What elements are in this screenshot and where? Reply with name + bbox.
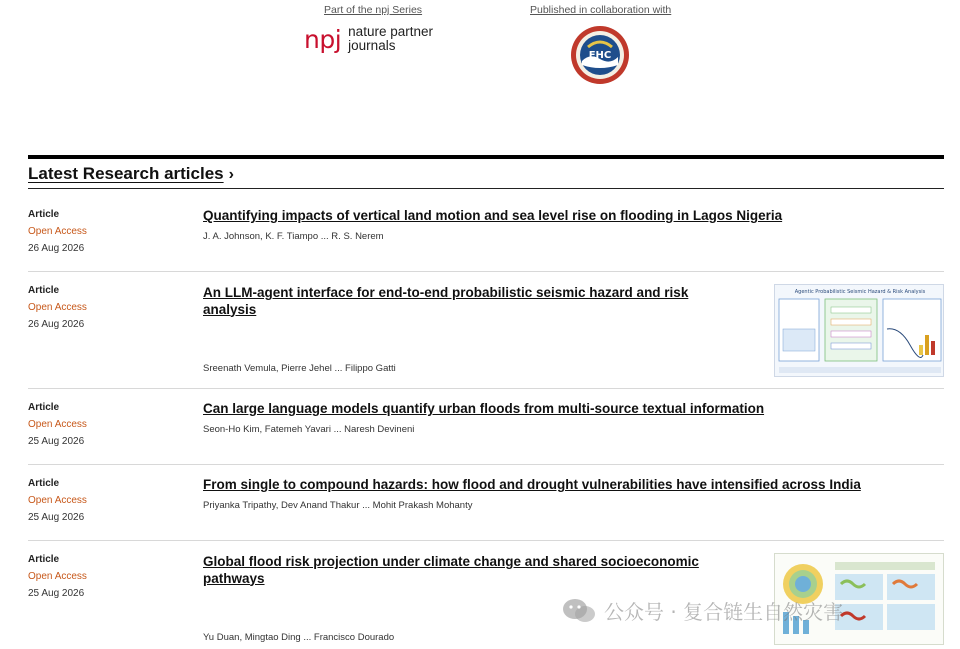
article-title-line1: An LLM-agent interface for end-to-end probabilistic seismic hazard and risk bbox=[203, 285, 689, 300]
open-access-label: Open Access bbox=[28, 495, 87, 506]
article-meta bbox=[28, 475, 188, 526]
society-seal-logo[interactable] bbox=[570, 25, 630, 85]
article-meta bbox=[28, 206, 188, 257]
article-authors: Priyanka Tripathy, Dev Anand Thakur ... Mohit Prakash Mohanty bbox=[203, 500, 473, 511]
article-date: 26 Aug 2026 bbox=[28, 319, 85, 330]
article-authors: J. A. Johnson, K. F. Tiampo ... R. S. Nerem bbox=[203, 231, 384, 242]
seal-label: EHC bbox=[588, 50, 612, 61]
npj-logo-line1: nature partner bbox=[348, 24, 433, 39]
latest-research-heading-link[interactable] bbox=[28, 164, 234, 184]
watermark-overlay bbox=[562, 596, 843, 625]
npj-logo-line2: journals bbox=[348, 38, 396, 53]
article-title-link[interactable] bbox=[203, 554, 699, 587]
open-access-label: Open Access bbox=[28, 571, 87, 582]
open-access-label: Open Access bbox=[28, 226, 87, 237]
article-type: Article bbox=[28, 402, 60, 413]
article-meta bbox=[28, 551, 188, 602]
wechat-icon bbox=[562, 597, 596, 625]
article-item bbox=[28, 399, 944, 465]
npj-series-link[interactable]: Part of the npj Series bbox=[324, 4, 423, 16]
article-meta bbox=[28, 399, 188, 450]
article-title-line1: Global flood risk projection under climate change and shared socioeconomic bbox=[203, 554, 699, 569]
article-item bbox=[28, 282, 944, 389]
npj-logo-text bbox=[348, 25, 433, 53]
article-title-line2: pathways bbox=[203, 570, 265, 586]
article-date: 25 Aug 2026 bbox=[28, 512, 85, 523]
partners-header bbox=[0, 0, 960, 100]
section-title: Latest Research articles bbox=[28, 164, 224, 183]
article-item bbox=[28, 206, 944, 272]
thumbnail-caption: Agentic Probabilistic Seismic Hazard & Risk Analysis bbox=[794, 289, 926, 295]
article-title-line2: analysis bbox=[203, 301, 257, 317]
section-bottom-rule bbox=[28, 188, 944, 189]
npj-logo[interactable] bbox=[304, 25, 433, 53]
open-access-label: Open Access bbox=[28, 419, 87, 430]
article-authors: Seon-Ho Kim, Fatemeh Yavari ... Naresh Devineni bbox=[203, 424, 415, 435]
article-type: Article bbox=[28, 209, 60, 220]
article-title-link[interactable] bbox=[203, 285, 688, 318]
article-date: 26 Aug 2026 bbox=[28, 243, 85, 254]
article-date: 25 Aug 2026 bbox=[28, 436, 85, 447]
article-title-link[interactable]: Can large language models quantify urban floods from multi-source textual information bbox=[203, 401, 765, 416]
section-top-rule bbox=[28, 155, 944, 159]
watermark-text: 公众号 · 复合链生自然灾害 bbox=[604, 600, 844, 624]
article-type: Article bbox=[28, 554, 60, 565]
article-thumbnail-seismic[interactable] bbox=[774, 284, 944, 377]
chevron-right-icon: › bbox=[228, 166, 234, 183]
article-item bbox=[28, 475, 944, 541]
article-authors: Yu Duan, Mingtao Ding ... Francisco Dourado bbox=[203, 632, 395, 643]
article-authors: Sreenath Vemula, Pierre Jehel ... Filippo Gatti bbox=[203, 363, 396, 374]
article-date: 25 Aug 2026 bbox=[28, 588, 85, 599]
article-meta bbox=[28, 282, 188, 333]
article-type: Article bbox=[28, 478, 60, 489]
open-access-label: Open Access bbox=[28, 302, 87, 313]
npj-logo-mark: npj bbox=[304, 24, 342, 54]
seismic-diagram-thumbnail bbox=[775, 285, 944, 377]
article-title-link[interactable]: Quantifying impacts of vertical land motion and sea level rise on flooding in Lagos Nigeria bbox=[203, 208, 783, 223]
article-title-link[interactable]: From single to compound hazards: how flood and drought vulnerabilities have intensified across India bbox=[203, 477, 861, 492]
collaboration-link[interactable]: Published in collaboration with bbox=[530, 4, 672, 16]
article-type: Article bbox=[28, 285, 60, 296]
